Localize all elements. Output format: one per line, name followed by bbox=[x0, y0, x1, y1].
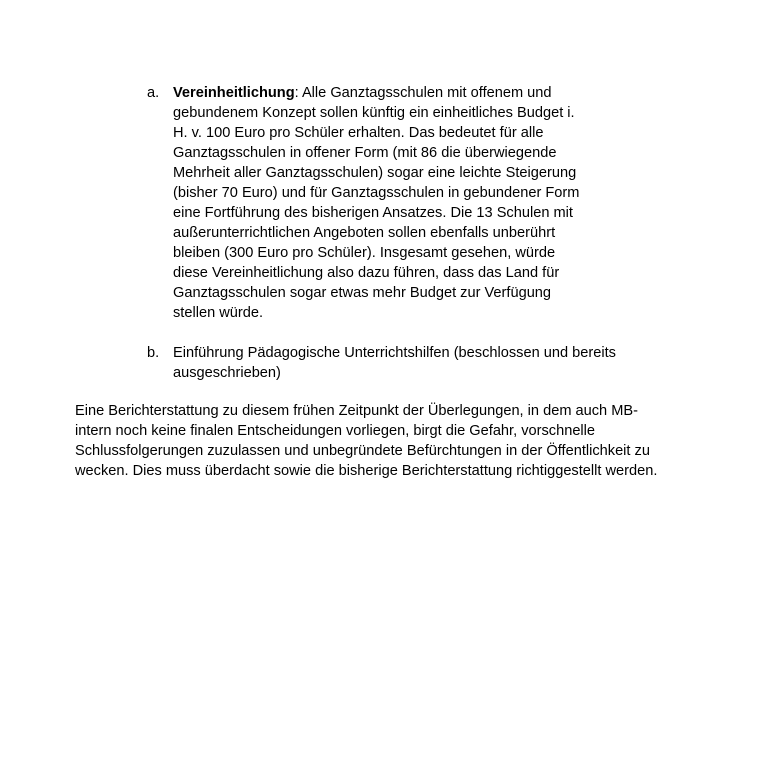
list-item bbox=[147, 83, 617, 323]
list-item-text bbox=[173, 83, 593, 323]
list-item-term: Vereinheitlichung bbox=[173, 85, 295, 101]
body-paragraph: Eine Berichterstattung zu diesem frühen Zeitpunkt der Überlegungen, in dem auch MB-intern noch keine finalen Entscheidungen vorliegen, birgt die Gefahr, vorschnelle Schlussfolgerungen zuzulassen und unbegründete Befürchtungen in der Öffentlichkeit zu wecken. Dies muss überdacht sowie die bisherige Berichterstattung richtiggestellt werden. bbox=[75, 403, 658, 479]
list-item-body: Einführung Pädagogische Unterrichtshilfen (beschlossen und bereits ausgeschrieben) bbox=[173, 345, 616, 381]
measures-list bbox=[147, 83, 617, 383]
list-marker: b. bbox=[147, 345, 160, 361]
list-item bbox=[147, 343, 617, 383]
list-item-body: : Alle Ganztagsschulen mit offenem und gebundenem Konzept sollen künftig ein einheitliches Budget i. H. v. 100 Euro pro Schüler erhalten. Das bedeutet für alle Ganztagsschulen in offener Form (mit 86 die überwiegende Mehrheit aller Ganztagsschulen) sogar eine leichte Steigerung (bisher 70 Euro) und für Ganztagsschulen in gebundener Form eine Fortführung des bisherigen Ansatzes. Die 13 Schulen mit außerunterrichtlichen Angeboten sollen ebenfalls unberührt bleiben (300 Euro pro Schüler). Insgesamt gesehen, würde diese Vereinheitlichung also dazu führen, dass das Land für Ganztagsschulen sogar etwas mehr Budget zur Verfügung stellen würde. bbox=[173, 85, 580, 321]
list-marker: a. bbox=[147, 85, 160, 101]
